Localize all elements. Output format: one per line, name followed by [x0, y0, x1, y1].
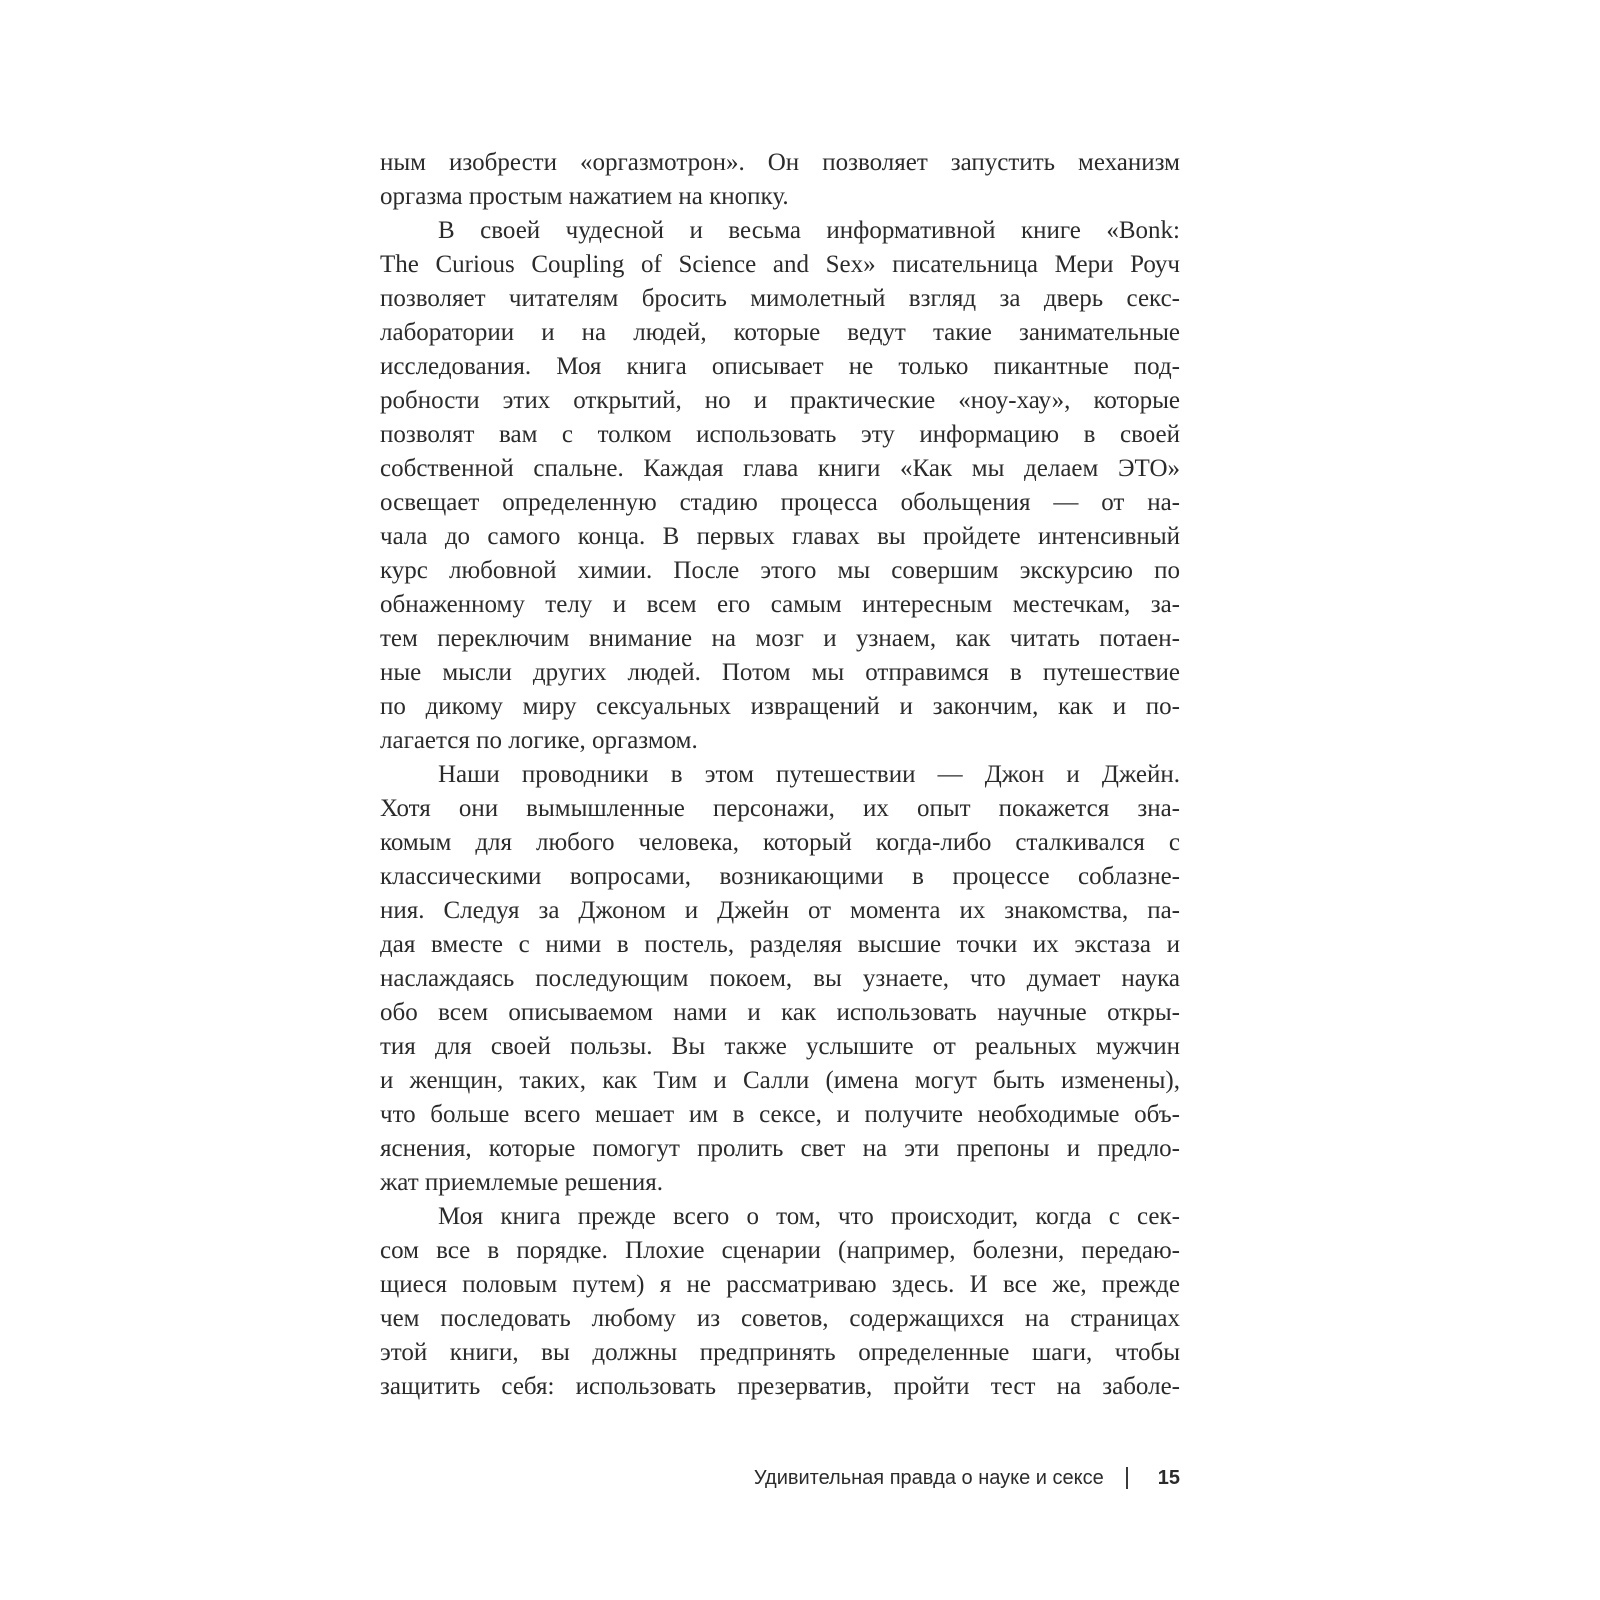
text-line: жат приемлемые решения.	[380, 1169, 664, 1196]
text-line: курс любовной химии. После этого мы совершим экскурсию по	[380, 557, 1180, 584]
text-line: защитить себя: использовать презерватив, пройти тест на заболе-	[380, 1373, 1180, 1400]
text-line: сом все в порядке. Плохие сценарии (например, болезни, передаю-	[380, 1237, 1180, 1264]
text-line: чала до самого конца. В первых главах вы пройдете интенсивный	[380, 523, 1180, 550]
paragraph	[380, 758, 1180, 1200]
text-line: тем переключим внимание на мозг и узнаем, как читать потаен-	[380, 625, 1180, 652]
text-line: оргазма простым нажатием на кнопку.	[380, 183, 789, 210]
text-line: ные мысли других людей. Потом мы отправимся в путешествие	[380, 659, 1180, 686]
text-line: обо всем описываемом нами и как использовать научные откры-	[380, 999, 1180, 1026]
paragraph	[380, 1200, 1180, 1404]
text-line: лагается по логике, оргазмом.	[380, 727, 698, 754]
text-line: яснения, которые помогут пролить свет на эти препоны и предло-	[380, 1135, 1180, 1162]
text-line: Наши проводники в этом путешествии — Джон и Джейн.	[438, 761, 1180, 788]
paragraph	[380, 146, 1180, 214]
text-line: лаборатории и на людей, которые ведут такие занимательные	[380, 319, 1180, 346]
text-line: Хотя они вымышленные персонажи, их опыт покажется зна-	[380, 795, 1180, 822]
text-line: чем последовать любому из советов, содержащихся на страницах	[380, 1305, 1180, 1332]
text-line: исследования. Моя книга описывает не только пикантные под-	[380, 353, 1180, 380]
running-title: Удивительная правда о науке и сексе	[753, 1466, 1104, 1489]
paragraph	[380, 214, 1180, 758]
running-footer	[700, 1461, 1180, 1495]
text-line: тия для своей пользы. Вы также услышите от реальных мужчин	[380, 1033, 1180, 1060]
text-line: классическими вопросами, возникающими в процессе соблазне-	[380, 863, 1180, 890]
text-line: ния. Следуя за Джоном и Джейн от момента их знакомства, па-	[380, 897, 1180, 924]
text-line: В своей чудесной и весьма информативной книге «Bonk:	[438, 217, 1180, 244]
text-line: щиеся половым путем) я не рассматриваю здесь. И все же, прежде	[380, 1271, 1180, 1298]
text-line: ным изобрести «оргазмотрон». Он позволяет запустить механизм	[380, 149, 1180, 176]
text-line: робности этих открытий, но и практические «ноу-хау», которые	[380, 387, 1180, 414]
text-line: дая вместе с ними в постель, разделяя высшие точки их экстаза и	[380, 931, 1180, 958]
text-line: освещает определенную стадию процесса обольщения — от на-	[380, 489, 1180, 516]
text-line: The Curious Coupling of Science and Sex» писательница Мери Роуч	[380, 251, 1180, 278]
text-line: что больше всего мешает им в сексе, и получите необходимые объ-	[380, 1101, 1180, 1128]
text-line: по дикому миру сексуальных извращений и закончим, как и по-	[380, 693, 1180, 720]
page-number: 15	[1157, 1466, 1180, 1489]
text-line: комым для любого человека, который когда-либо сталкивался с	[380, 829, 1180, 856]
footer-separator	[1126, 1467, 1128, 1489]
text-line: позволяет читателям бросить мимолетный взгляд за дверь секс-	[380, 285, 1180, 312]
text-line: наслаждаясь последующим покоем, вы узнаете, что думает наука	[380, 965, 1180, 992]
text-line: позволят вам с толком использовать эту информацию в своей	[380, 421, 1180, 448]
text-line: Моя книга прежде всего о том, что происходит, когда с сек-	[438, 1203, 1180, 1230]
text-line: и женщин, таких, как Тим и Салли (имена могут быть изменены),	[380, 1067, 1180, 1094]
text-line: собственной спальне. Каждая глава книги «Как мы делаем ЭТО»	[380, 455, 1180, 482]
text-line: этой книги, вы должны предпринять определенные шаги, чтобы	[380, 1339, 1180, 1366]
body-text	[380, 146, 1180, 1404]
text-line: обнаженному телу и всем его самым интересным местечкам, за-	[380, 591, 1180, 618]
